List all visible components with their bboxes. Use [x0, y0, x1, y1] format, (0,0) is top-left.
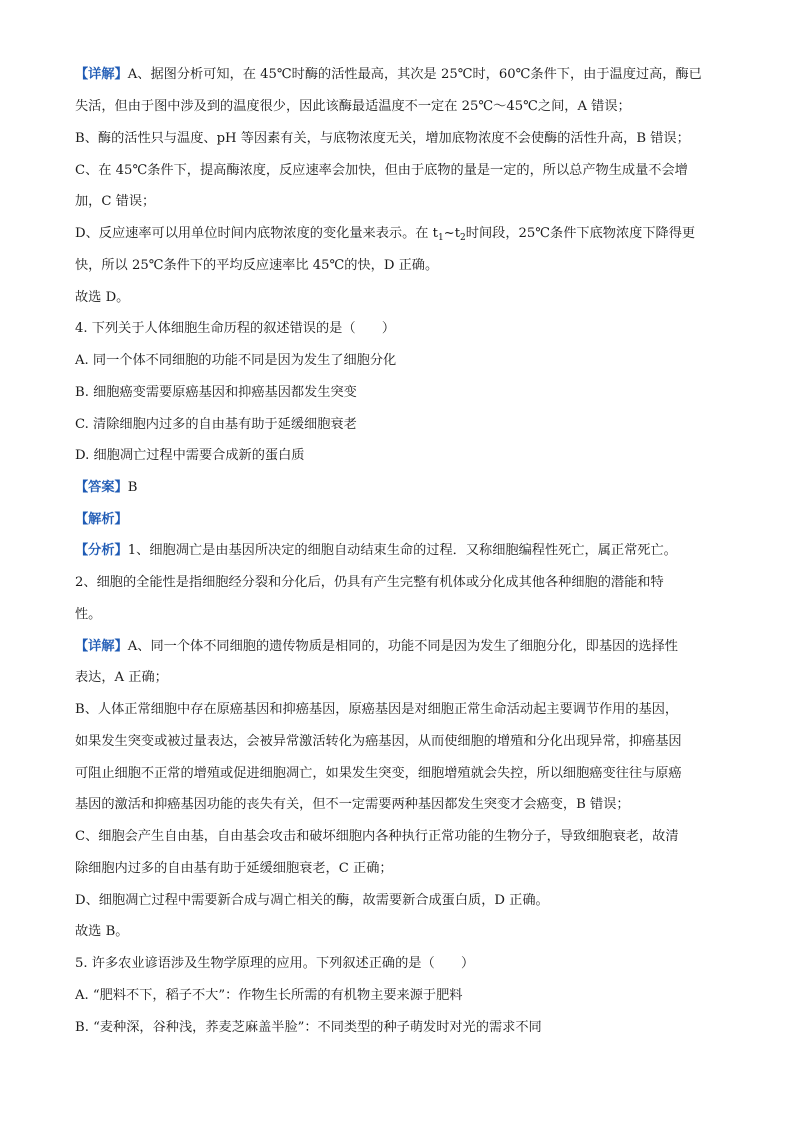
q4-analysis-heading — [75, 511, 128, 529]
q4-option-d: D. 细胞凋亡过程中需要合成新的蛋白质 — [75, 448, 305, 463]
q5-option-b: B. “麦种深，谷种浅，荞麦芝麻盖半脸”：不同类型的种子萌发时对光的需求不同 — [75, 1020, 542, 1035]
q4-detail-a-line2: 表达，A 正确； — [75, 670, 168, 685]
q4-detail-a-line1: 【详解】A、同一个体不同细胞的遗传物质是相同的，功能不同是因为发生了细胞分化，即基因的选择性 — [75, 639, 678, 654]
q4-detail-d: D、细胞凋亡过程中需要新合成与凋亡相关的酶，故需要新合成蛋白质，D 正确。 — [75, 893, 549, 908]
q5-stem: 5. 许多农业谚语涉及生物学原理的应用。下列叙述正确的是（ ） — [75, 956, 475, 971]
q4-option-a: A. 同一个体不同细胞的功能不同是因为发生了细胞分化 — [75, 353, 397, 368]
subscript-1: 1 — [437, 233, 444, 243]
q4-fenxi-2-line1: 2、细胞的全能性是指细胞经分裂和分化后，仍具有产生完整有机体或分化成其他各种细胞的潜能和特 — [75, 575, 664, 590]
q4-option-c: C. 清除细胞内过多的自由基有助于延缓细胞衰老 — [75, 417, 357, 432]
q3-detail-d-line1: D、反应速率可以用单位时间内底物浓度的变化量来表示。在 $t_1\sim t_2$时间段，25℃条件下底物浓度下降得更 — [75, 226, 696, 243]
q3-choice: 故选 D。 — [75, 290, 130, 305]
q4-answer — [75, 479, 137, 497]
q4-detail-b-line2: 如果发生突变或被过量表达，会被异常激活转化为癌基因，从而使细胞的增殖和分化出现异常，抑癌基因 — [75, 734, 682, 749]
q4-detail-b-line1: B、人体正常细胞中存在原癌基因和抑癌基因，原癌基因是对细胞正常生命活动起主要调节作用的基因， — [75, 702, 679, 717]
q3-detail-a-line2: 失活，但由于图中涉及到的温度很少，因此该酶最适温度不一定在 25℃～45℃之间，A 错误； — [75, 99, 631, 114]
q3-detail-d-line2: 快，所以 25℃条件下的平均反应速率比 45℃的快，D 正确。 — [75, 258, 439, 273]
q4-detail-c-line2: 除细胞内过多的自由基有助于延缓细胞衰老，C 正确； — [75, 861, 393, 876]
q4-option-b: B. 细胞癌变需要原癌基因和抑癌基因都发生突变 — [75, 385, 357, 400]
q4-detail-b-line3: 可阻止细胞不正常的增殖或促进细胞凋亡，如果发生突变，细胞增殖就会失控，所以细胞癌变往往与原癌 — [75, 766, 682, 781]
q4-detail-c-line1: C、细胞会产生自由基，自由基会攻击和破坏细胞内各种执行正常功能的生物分子，导致细胞衰老，故清 — [75, 829, 679, 844]
q3-detail-c-line2: 加，C 错误； — [75, 194, 156, 209]
detail-tag: 【详解】 — [75, 639, 128, 654]
subscript-2: 2 — [460, 233, 466, 243]
answer-value: B — [127, 480, 138, 495]
fenxi-tag: 【分析】 — [75, 543, 128, 558]
q4-fenxi-2-line2: 性。 — [75, 607, 102, 622]
q3-detail-c-line1: C、在 45℃条件下，提高酶浓度，反应速率会加快，但由于底物的量是一定的，所以总产物生成量不会增 — [75, 163, 688, 178]
q4-stem: 4. 下列关于人体细胞生命历程的叙述错误的是（ ） — [75, 321, 396, 336]
q4-detail-b-line4: 基因的激活和抑癌基因功能的丧失有关，但不一定需要两种基因都发生突变才会癌变，B 错误； — [75, 797, 630, 812]
answer-tag: 【答案】 — [75, 480, 128, 495]
q4-fenxi-1: 【分析】1、细胞凋亡是由基因所决定的细胞自动结束生命的过程．又称细胞编程性死亡，属正常死亡。 — [75, 543, 677, 558]
analysis-tag: 【解析】 — [75, 512, 128, 527]
detail-tag: 【详解】 — [75, 67, 128, 82]
q5-option-a: A. “肥料不下，稻子不大”：作物生长所需的有机物主要来源于肥料 — [75, 988, 463, 1003]
q4-choice: 故选 B。 — [75, 924, 129, 939]
q3-detail-a-line1: 【详解】A、据图分析可知，在 45℃时酶的活性最高，其次是 25℃时，60℃条件下，由于温度过高，酶已 — [75, 67, 702, 82]
q3-detail-b: B、酶的活性只与温度、pH 等因素有关，与底物浓度无关，增加底物浓度不会使酶的活性升高，B 错误； — [75, 131, 690, 146]
